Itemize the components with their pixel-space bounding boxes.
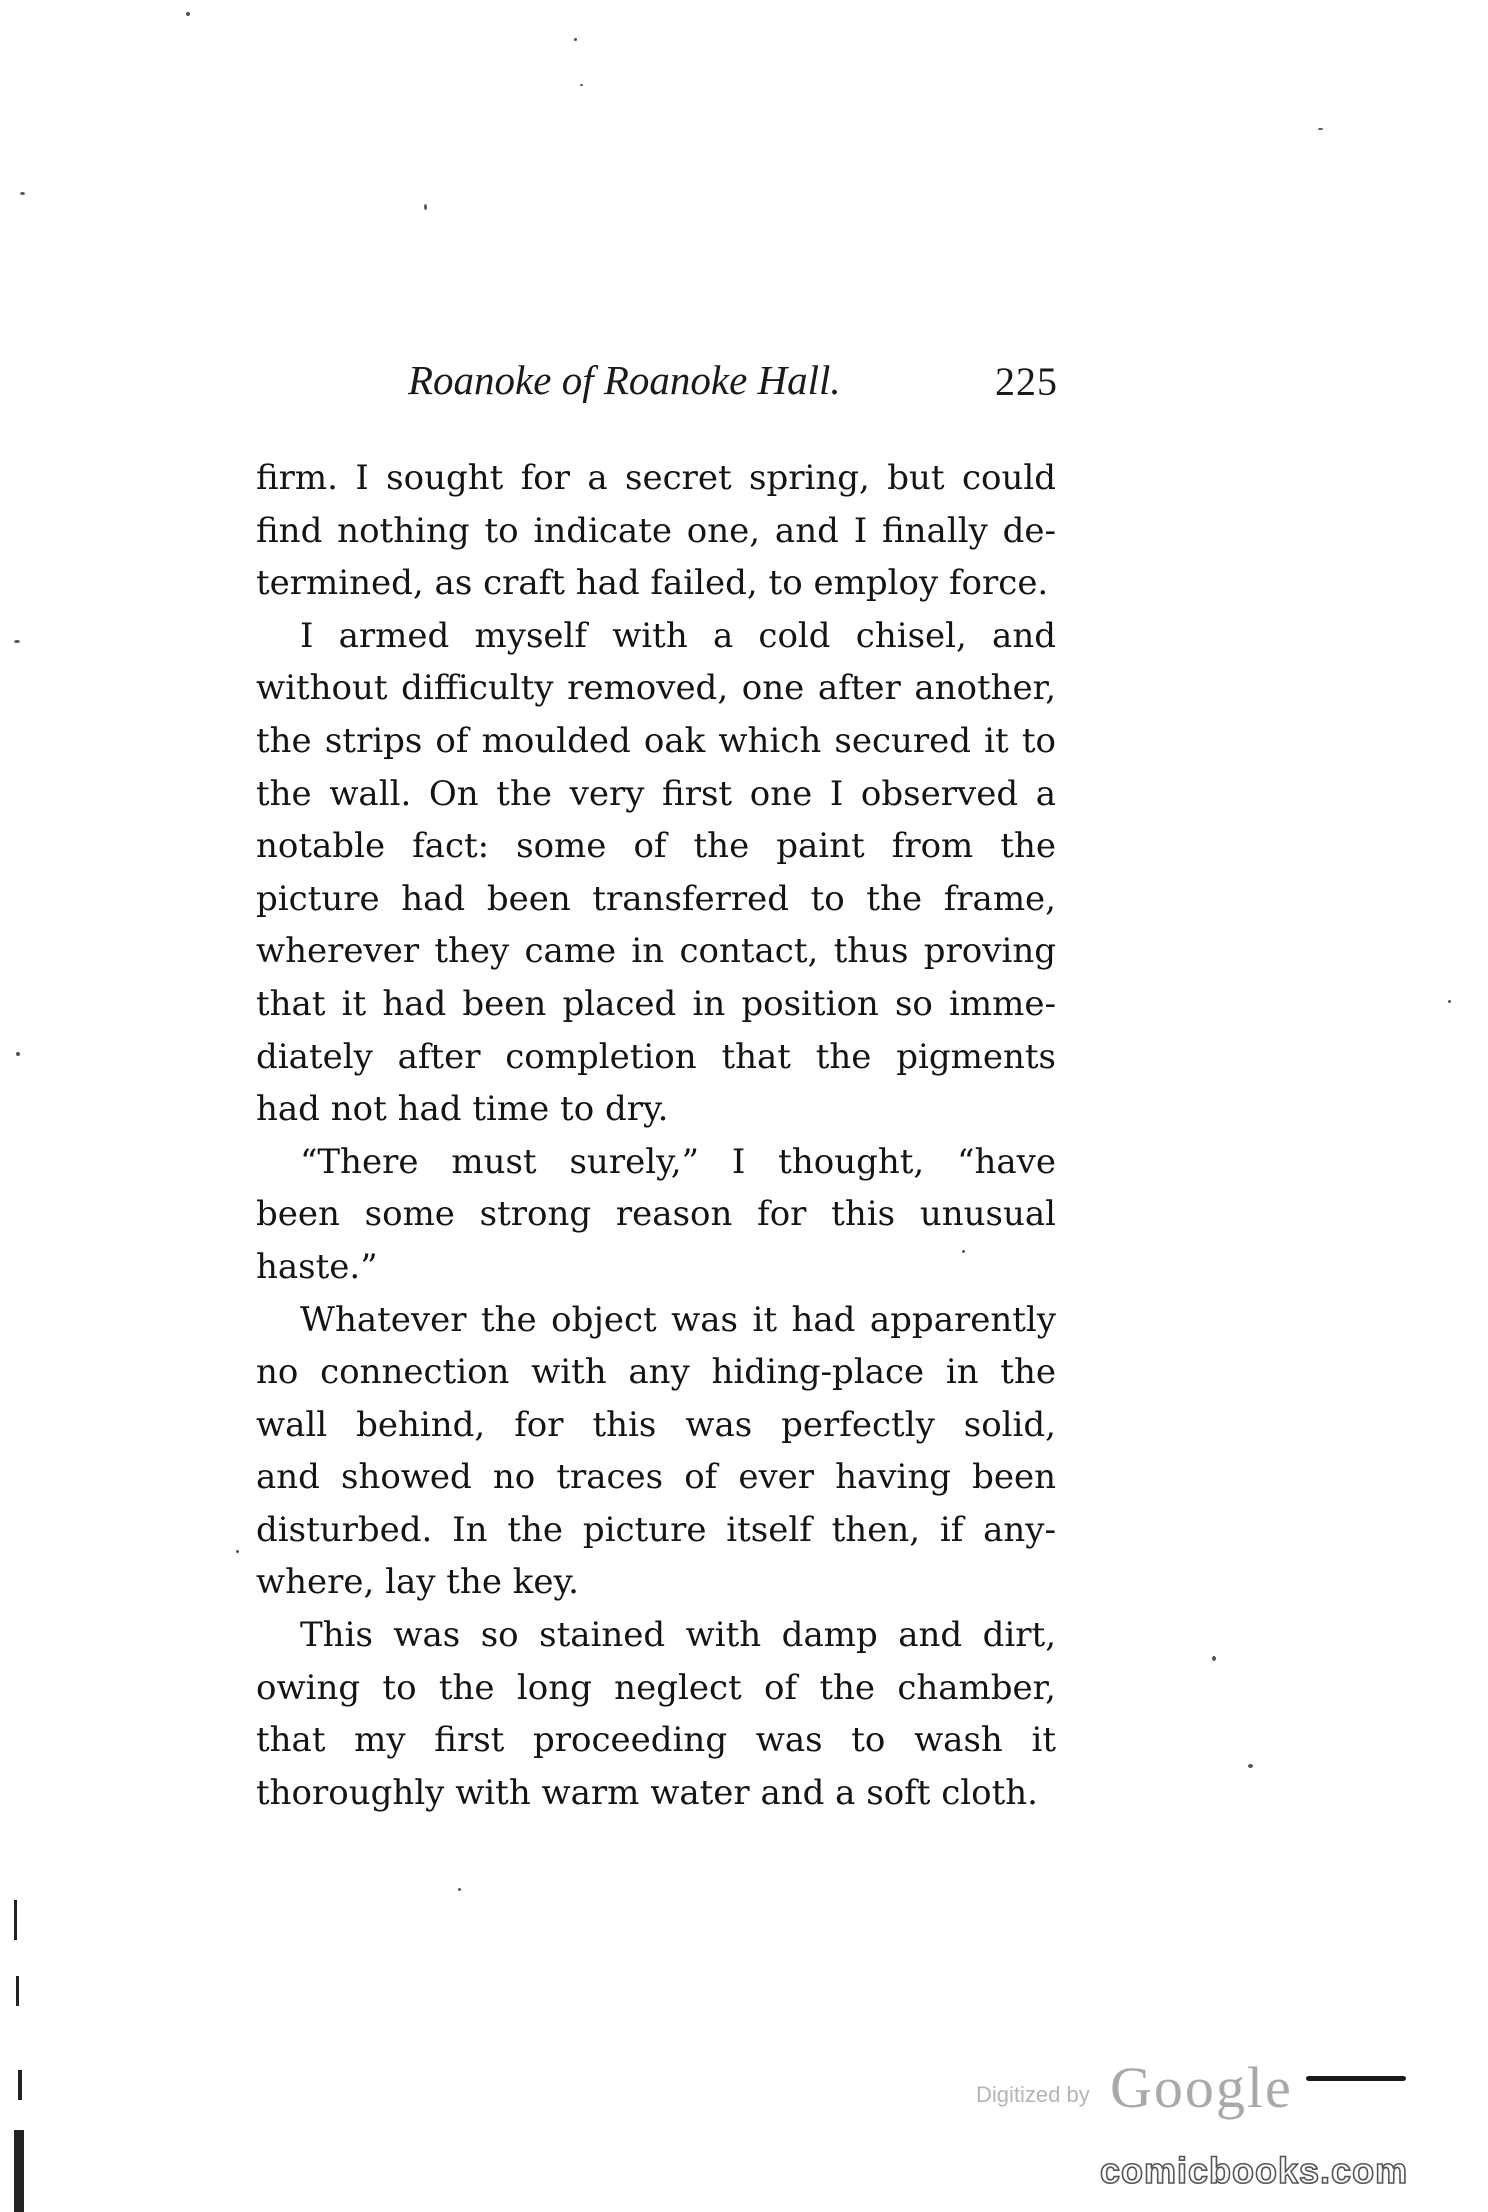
text-line: been some strong reason for this unusual <box>256 1194 1056 1235</box>
text-line: “There must surely,” I thought, “have <box>300 1141 1056 1182</box>
text-line: the strips of moulded oak which secured it to <box>256 720 1056 761</box>
running-head <box>408 356 1058 416</box>
digitized-by-label: Digitized by <box>976 2082 1090 2107</box>
digitization-watermark <box>976 2052 1416 2122</box>
text-line: diately after completion that the pigments <box>256 1036 1056 1077</box>
binding-mark <box>18 2070 22 2100</box>
scan-speck <box>16 1052 20 1056</box>
text-line: and showed no traces of ever having been <box>256 1457 1056 1498</box>
text-line: haste.” <box>256 1246 378 1287</box>
text-line: no connection with any hiding-place in the <box>256 1352 1056 1393</box>
text-line: termined, as craft had failed, to employ force. <box>256 563 1049 604</box>
text-line: wherever they came in contact, thus proving <box>256 931 1056 972</box>
binding-mark <box>14 1900 17 1940</box>
text-line: firm. I sought for a secret spring, but could <box>256 458 1056 498</box>
text-line: Whatever the object was it had apparently <box>300 1299 1056 1340</box>
text-line: picture had been transferred to the frame, <box>256 878 1056 919</box>
scan-speck <box>1248 1764 1253 1768</box>
scan-speck <box>14 640 20 643</box>
text-line: This was so stained with damp and dirt, <box>300 1615 1056 1656</box>
scan-speck <box>20 192 25 195</box>
text-line: find nothing to indicate one, and I finally de- <box>256 510 1056 551</box>
text-line: thoroughly with warm water and a soft cloth. <box>256 1772 1038 1813</box>
scan-speck <box>186 12 190 16</box>
site-watermark: comicbooks.com <box>1100 2150 1409 2191</box>
google-logo: Google <box>1110 2055 1293 2120</box>
page-number: 225 <box>995 359 1058 404</box>
binding-mark <box>16 1976 19 2006</box>
text-line: notable fact: some of the paint from the <box>256 826 1056 867</box>
scan-speck <box>580 84 583 86</box>
text-line: where, lay the key. <box>256 1562 579 1603</box>
text-line: disturbed. In the picture itself then, if any- <box>256 1509 1056 1550</box>
binding-mark <box>14 2130 24 2212</box>
text-line: I armed myself with a cold chisel, and <box>300 615 1056 656</box>
body-text <box>256 452 1056 1819</box>
scan-speck <box>1448 1000 1451 1003</box>
text-line: wall behind, for this was perfectly solid, <box>256 1404 1056 1445</box>
text-line: had not had time to dry. <box>256 1089 669 1130</box>
text-line: owing to the long neglect of the chamber, <box>256 1667 1056 1708</box>
text-line: the wall. On the very first one I observed a <box>256 773 1056 814</box>
scan-speck <box>574 38 577 41</box>
text-line: without difficulty removed, one after another, <box>256 668 1056 709</box>
scan-speck <box>424 204 427 210</box>
scan-speck <box>1212 1656 1216 1661</box>
scan-speck <box>1318 128 1323 130</box>
watermark-rule <box>1306 2076 1406 2081</box>
text-line: that it had been placed in position so imme- <box>256 983 1056 1024</box>
scan-speck <box>236 1550 239 1553</box>
scan-speck <box>458 1888 461 1891</box>
text-line: that my first proceeding was to wash it <box>256 1720 1056 1761</box>
running-title: Roanoke of Roanoke Hall. <box>408 357 841 403</box>
